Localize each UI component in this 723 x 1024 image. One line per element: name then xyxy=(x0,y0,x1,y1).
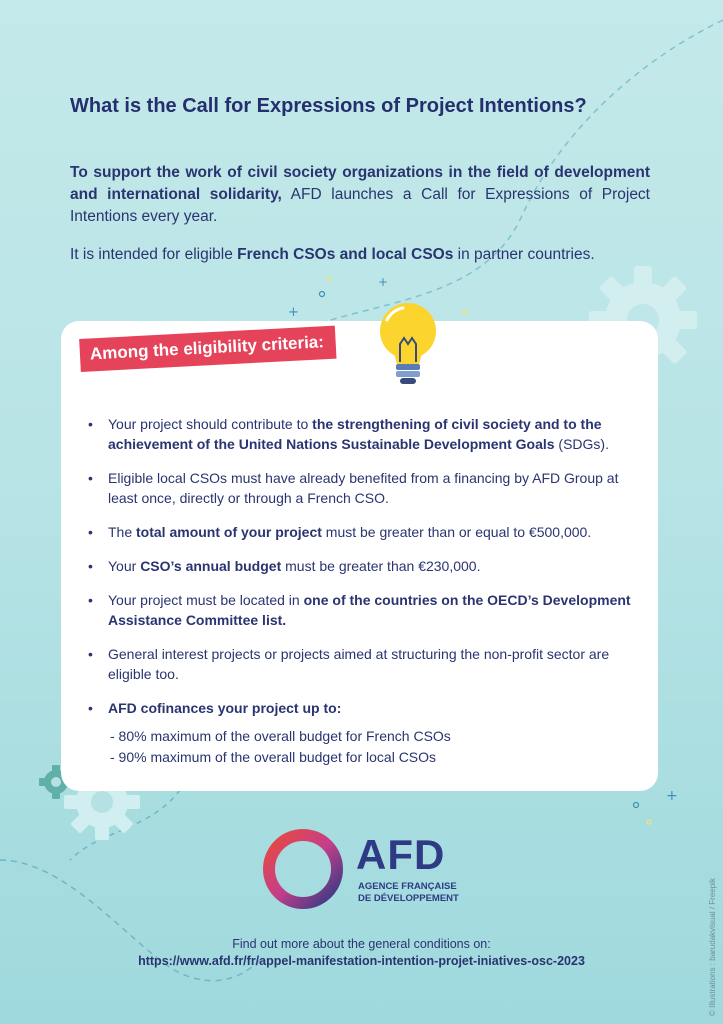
footer-link[interactable]: https://www.afd.fr/fr/appel-manifestation-intention-projet-iniatives-osc-2023 xyxy=(138,954,585,968)
page-title: What is the Call for Expressions of Project Intentions? xyxy=(70,95,587,117)
afd-logo-name: AFD xyxy=(356,831,446,878)
criteria-banner: Among the eligibility criteria: xyxy=(79,326,337,372)
list-item: • Eligible local CSOs must have already benefited from a financing by AFD Group at least once, directly or through a French CSO. xyxy=(86,468,646,508)
intro-paragraph xyxy=(70,162,650,228)
intro2-text-a: It is intended for eligible xyxy=(70,246,238,263)
list-item: • Your project should contribute to the strengthening of civil society and to the achievement of the United Nations Sustainable Development Goals (SDGs). xyxy=(86,414,646,454)
illustration-credit: © Illustrations : barudakvisual / Freepik xyxy=(708,878,717,1016)
intro2-bold-text: French CSOs and local CSOs xyxy=(237,246,454,263)
intro-paragraph-eligibility xyxy=(70,244,650,266)
intro-bold-text: To support the work of civil society organizations in the field of development and international solidarity, xyxy=(70,164,650,203)
list-item: • Your project must be located in one of the countries on the OECD’s Development Assistance Committee list. xyxy=(86,590,646,630)
cofinance-local: - 90% maximum of the overall budget for local CSOs xyxy=(110,749,437,765)
cofinance-list xyxy=(110,726,451,768)
list-item: • Your CSO’s annual budget must be greater than €230,000. xyxy=(86,556,646,576)
svg-text:+: + xyxy=(324,272,335,286)
svg-text:+: + xyxy=(378,275,389,289)
afd-logo-line1: AGENCE FRANÇAISE xyxy=(358,881,457,892)
svg-text:+: + xyxy=(288,305,299,320)
cofinance-french: - 80% maximum of the overall budget for French CSOs xyxy=(110,728,451,744)
afd-ring-icon xyxy=(260,826,346,912)
svg-text:+: + xyxy=(666,788,678,804)
criteria-list xyxy=(86,414,646,732)
list-item: • General interest projects or projects aimed at structuring the non-profit sector are eligible too. xyxy=(86,644,646,684)
afd-logo-line2: DE DÉVELOPPEMENT xyxy=(358,893,459,904)
list-item: • AFD cofinances your project up to: xyxy=(86,698,646,718)
afd-logo-subtitle xyxy=(358,881,459,905)
list-item: • The total amount of your project must be greater than or equal to €500,000. xyxy=(86,522,646,542)
footer-text: Find out more about the general conditions on: xyxy=(232,937,491,951)
lightbulb-icon xyxy=(373,298,443,390)
afd-logo xyxy=(260,828,470,908)
footer xyxy=(0,936,723,970)
intro2-text-b: in partner countries. xyxy=(453,246,595,263)
intro-text: AFD launches a Call for Expressions of Project Intentions every year. xyxy=(70,186,650,225)
